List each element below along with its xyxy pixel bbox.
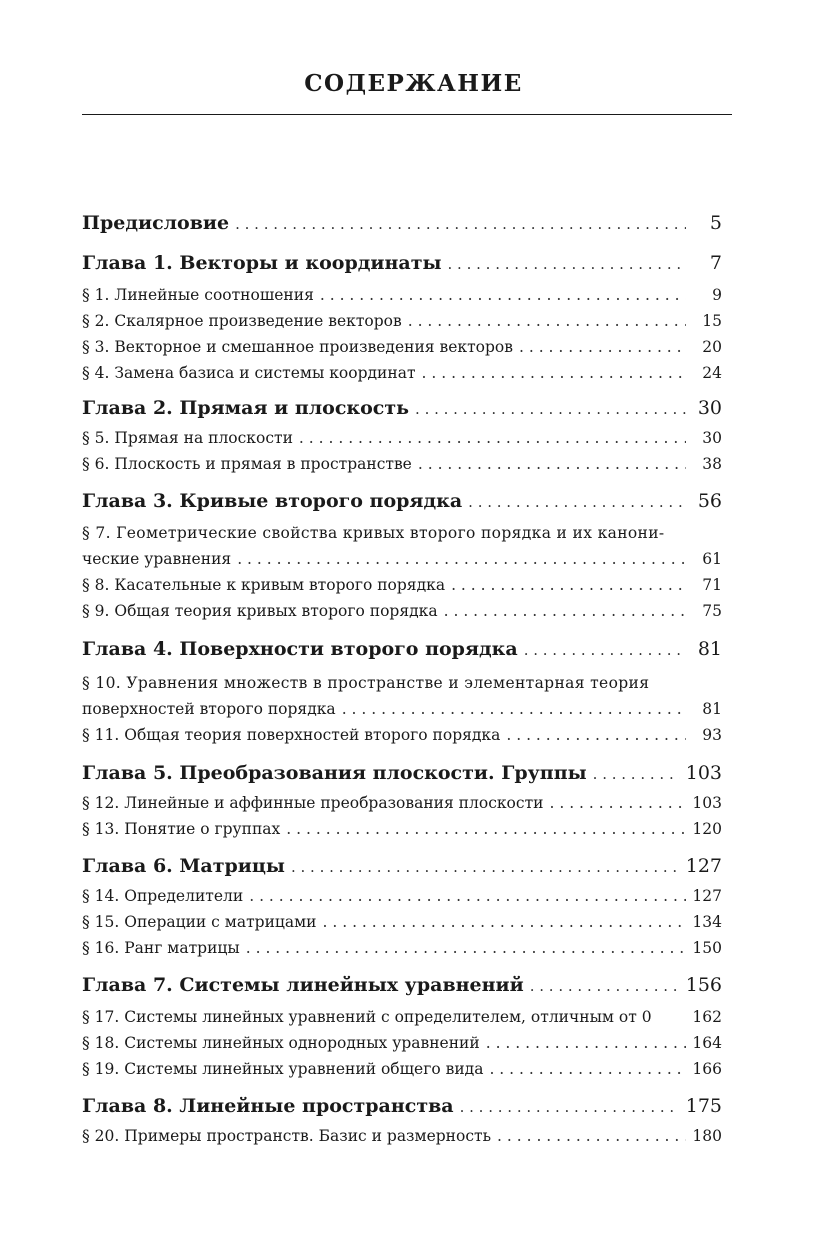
page-number: 162 xyxy=(692,1008,722,1026)
page-number: 61 xyxy=(702,550,722,568)
dot-leader xyxy=(323,913,686,931)
toc-chapter-entry xyxy=(82,762,722,784)
entry-label: § 18. Системы линейных однородных уравнений xyxy=(82,1034,480,1052)
dot-leader xyxy=(524,641,686,659)
dot-leader xyxy=(451,576,686,594)
page-number: 81 xyxy=(702,700,722,718)
page-number: 30 xyxy=(702,429,722,447)
page-number: 5 xyxy=(709,212,722,234)
toc-section-entry xyxy=(82,794,722,812)
dot-leader xyxy=(422,364,686,382)
table-of-contents xyxy=(82,0,722,1241)
toc-chapter-entry xyxy=(82,638,722,660)
toc-section-entry xyxy=(82,364,722,382)
dot-leader xyxy=(415,400,686,418)
toc-chapter-entry xyxy=(82,252,722,274)
page-number: 127 xyxy=(692,887,722,905)
toc-chapter-entry xyxy=(82,397,722,419)
toc-section-entry xyxy=(82,576,722,594)
entry-label: Глава 8. Линейные пространства xyxy=(82,1095,454,1117)
page-number: 103 xyxy=(685,762,722,784)
dot-leader xyxy=(530,977,680,995)
entry-label: Глава 3. Кривые второго порядка xyxy=(82,490,463,512)
dot-leader xyxy=(291,858,680,876)
dot-leader xyxy=(418,455,686,473)
dot-leader xyxy=(299,429,686,447)
toc-section-entry xyxy=(82,455,722,473)
entry-label: Глава 5. Преобразования плоскости. Группы xyxy=(82,762,587,784)
toc-section-entry xyxy=(82,312,722,330)
dot-leader xyxy=(468,493,686,511)
page-number: 175 xyxy=(685,1095,722,1117)
page-number: 93 xyxy=(702,726,722,744)
entry-label: § 2. Скалярное произведение векторов xyxy=(82,312,402,330)
toc-section-entry xyxy=(82,674,722,692)
page-number: 56 xyxy=(697,490,722,512)
page-number: 24 xyxy=(702,364,722,382)
toc-section-entry xyxy=(82,887,722,905)
entry-label: § 8. Касательные к кривым второго порядка xyxy=(82,576,446,594)
entry-label: § 3. Векторное и смешанное произведения векторов xyxy=(82,338,513,356)
dot-leader xyxy=(549,794,686,812)
page-title: СОДЕРЖАНИЕ xyxy=(304,70,523,97)
page-number: 71 xyxy=(702,576,722,594)
entry-label: § 20. Примеры пространств. Базис и размерность xyxy=(82,1127,492,1145)
page-number: 81 xyxy=(697,638,722,660)
toc-chapter-entry xyxy=(82,855,722,877)
page-number: 7 xyxy=(709,252,722,274)
entry-label: Глава 4. Поверхности второго порядка xyxy=(82,638,518,660)
dot-leader xyxy=(235,215,686,233)
page-number: 15 xyxy=(702,312,722,330)
entry-label: ческие уравнения xyxy=(82,550,232,568)
page-number: 38 xyxy=(702,455,722,473)
toc-section-entry xyxy=(82,429,722,447)
dot-leader xyxy=(497,1127,686,1145)
toc-section-entry xyxy=(82,1008,722,1026)
page-number: 156 xyxy=(685,974,722,996)
toc-section-entry xyxy=(82,726,722,744)
page-number: 103 xyxy=(692,794,722,812)
dot-leader xyxy=(320,286,686,304)
entry-label: Предисловие xyxy=(82,212,230,234)
dot-leader xyxy=(408,312,686,330)
entry-label: § 13. Понятие о группах xyxy=(82,820,281,838)
entry-label: § 19. Системы линейных уравнений общего вида xyxy=(82,1060,484,1078)
toc-section-entry xyxy=(82,602,722,620)
toc-section-entry xyxy=(82,286,722,304)
page-number: 180 xyxy=(692,1127,722,1145)
entry-label: § 1. Линейные соотношения xyxy=(82,286,314,304)
entry-label: § 15. Операции с матрицами xyxy=(82,913,317,931)
toc-section-entry xyxy=(82,939,722,957)
entry-label: § 12. Линейные и аффинные преобразования плоскости xyxy=(82,794,544,812)
page-number: 127 xyxy=(685,855,722,877)
entry-label: § 9. Общая теория кривых второго порядка xyxy=(82,602,438,620)
dot-leader xyxy=(593,765,680,783)
entry-label: § 4. Замена базиса и системы координат xyxy=(82,364,416,382)
dot-leader xyxy=(489,1060,686,1078)
page-number: 20 xyxy=(702,338,722,356)
toc-section-entry xyxy=(82,700,722,718)
entry-label: § 17. Системы линейных уравнений с определителем, отличным от 0 xyxy=(82,1008,652,1026)
toc-section-entry xyxy=(82,1060,722,1078)
entry-label: § 11. Общая теория поверхностей второго порядка xyxy=(82,726,501,744)
toc-section-entry xyxy=(82,550,722,568)
entry-label: § 5. Прямая на плоскости xyxy=(82,429,293,447)
dot-leader xyxy=(249,887,686,905)
dot-leader xyxy=(506,726,686,744)
toc-chapter-entry xyxy=(82,974,722,996)
dot-leader xyxy=(246,939,686,957)
toc-section-entry xyxy=(82,820,722,838)
toc-section-entry xyxy=(82,913,722,931)
dot-leader xyxy=(444,602,686,620)
entry-label: § 10. Уравнения множеств в пространстве и элементарная теория xyxy=(82,674,650,692)
page-number: 164 xyxy=(692,1034,722,1052)
dot-leader xyxy=(286,820,686,838)
page-number: 166 xyxy=(692,1060,722,1078)
dot-leader xyxy=(519,338,686,356)
toc-section-entry xyxy=(82,1034,722,1052)
entry-label: Глава 2. Прямая и плоскость xyxy=(82,397,410,419)
dot-leader xyxy=(460,1098,680,1116)
entry-label: Глава 1. Векторы и координаты xyxy=(82,252,442,274)
toc-section-entry xyxy=(82,524,722,542)
dot-leader xyxy=(486,1034,686,1052)
entry-label: § 16. Ранг матрицы xyxy=(82,939,240,957)
page-number: 150 xyxy=(692,939,722,957)
entry-label: Глава 7. Системы линейных уравнений xyxy=(82,974,524,996)
toc-section-entry xyxy=(82,338,722,356)
toc-chapter-entry xyxy=(82,1095,722,1117)
page-number: 134 xyxy=(692,913,722,931)
entry-label: поверхностей второго порядка xyxy=(82,700,336,718)
toc-section-entry xyxy=(82,1127,722,1145)
page-number: 120 xyxy=(692,820,722,838)
entry-label: Глава 6. Матрицы xyxy=(82,855,285,877)
entry-label: § 14. Определители xyxy=(82,887,244,905)
dot-leader xyxy=(448,255,686,273)
toc-chapter-entry xyxy=(82,212,722,234)
dot-leader xyxy=(237,550,686,568)
toc-chapter-entry xyxy=(82,490,722,512)
page-number: 9 xyxy=(712,286,722,304)
page-number: 75 xyxy=(702,602,722,620)
entry-label: § 7. Геометрические свойства кривых второго порядка и их канони- xyxy=(82,524,665,542)
entry-label: § 6. Плоскость и прямая в пространстве xyxy=(82,455,412,473)
dot-leader xyxy=(342,700,686,718)
page-number: 30 xyxy=(697,397,722,419)
